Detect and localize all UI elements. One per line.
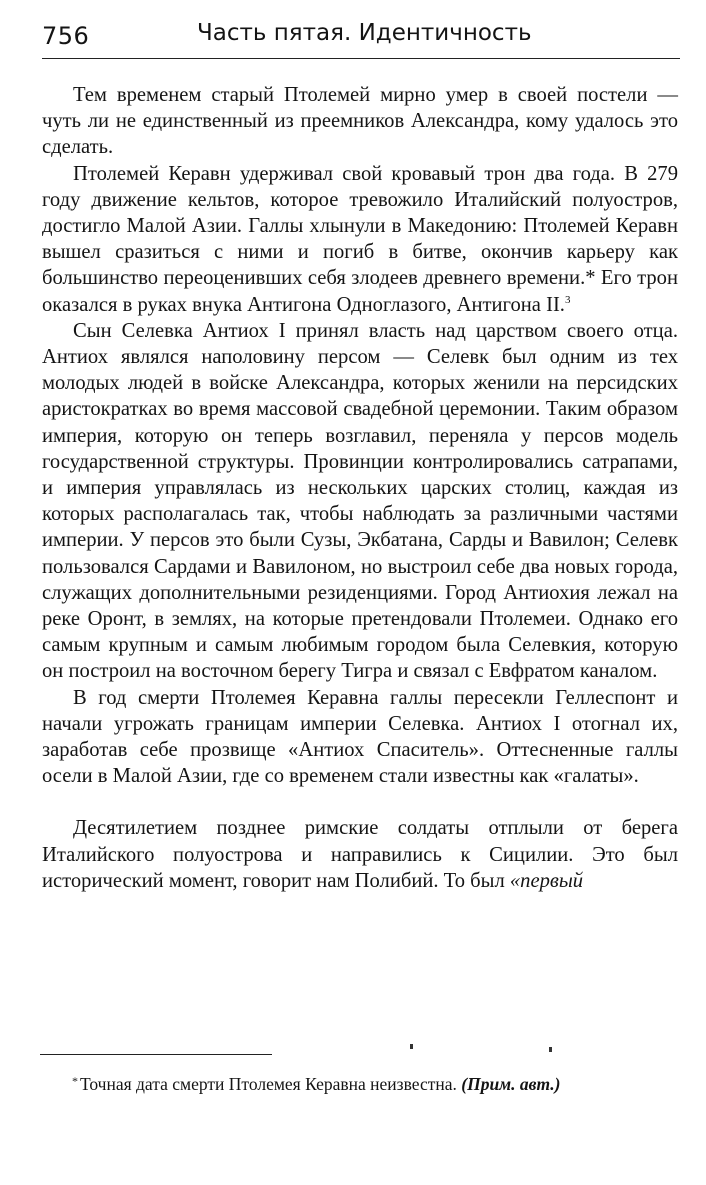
page-header: [42, 18, 680, 59]
footnote-text: Точная дата смерти Птолемея Керавна неизвестна.: [80, 1074, 462, 1094]
scan-speck: [410, 1044, 413, 1049]
body-text: [42, 82, 678, 894]
paragraph-text: Птолемей Керавн удерживал свой кровавый трон два года. В 279 году движение кельтов, которое тревожило Италийский полуостров, достигло Малой Азии. Галлы хлынули в Македонию: Птолемей Керавн вышел сразиться с ними и погиб в битве, окончив карьеру как большинство переоценивших себя злодеев древнего времени.: [42, 162, 678, 290]
paragraph-text: Десятилетием позднее римские солдаты отплыли от берега Италийского полуострова и направились к Сицилии. Это был исторический момент, говорит нам Полибий. То был: [42, 817, 678, 892]
paragraph-2: [42, 161, 678, 318]
footnote: [72, 1070, 672, 1095]
footnote-separator: [40, 1054, 272, 1055]
paragraph-5: [42, 815, 678, 894]
emphasis-text: «первый: [509, 869, 584, 892]
footnote-mark: *: [72, 1074, 78, 1088]
paragraph-text: В год смерти Птолемея Керавна галлы пересекли Геллеспонт и начали угрожать границам империи Селевка. Антиох I отогнал их, заработав себе прозвище «Антиох Спаситель». Оттесненные галлы осели в Малой Азии, где со временем стали известны как «галаты».: [42, 686, 678, 788]
paragraph-3: [42, 318, 678, 685]
paragraph-text: Тем временем старый Птолемей мирно умер в своей постели — чуть ли не единственный из преемников Александра, кому удалось это сделать.: [42, 84, 678, 159]
endnote-reference[interactable]: 3: [564, 293, 571, 306]
scan-speck: [549, 1047, 552, 1052]
footnote-author-note: (Прим. авт.): [461, 1074, 561, 1094]
running-head: Часть пятая. Идентичность: [197, 20, 532, 46]
page-number: 756: [42, 22, 90, 50]
paragraph-4: [42, 685, 678, 790]
paragraph-1: [42, 82, 678, 161]
paragraph-text: Его трон оказался в руках внука Антигона Одноглазого, Антигона II.: [42, 267, 678, 316]
paragraph-text: Сын Селевка Антиох I принял власть над царством своего отца. Антиох являлся наполовину персом — Селевк был одним из тех молодых людей в войске Александра, которых женили на персидских аристократках во время массовой свадебной церемонии. Таким образом империя, которую он теперь возглавил, переняла у персов модель государственной структуры. Провинции контролировались сатрапами, и империя управлялась из нескольких царских столиц, каждая из которых располагалась так, чтобы наблюдать за различными частями империи. У персов это были Сузы, Экбатана, Сарды и Вавилон; Селевк пользовался Сардами и Вавилоном, но выстроил себе два новых города, служащих дополнительными резиденциями. Город Антиохия лежал на реке Оронт, в землях, на которые претендовали Птолемеи. Однако его самым крупным и самым любимым городом была Селевкия, которую он построил на восточном берегу Тигра и связал с Евфратом каналом.: [42, 319, 678, 683]
footnote-marker[interactable]: *: [585, 267, 596, 290]
